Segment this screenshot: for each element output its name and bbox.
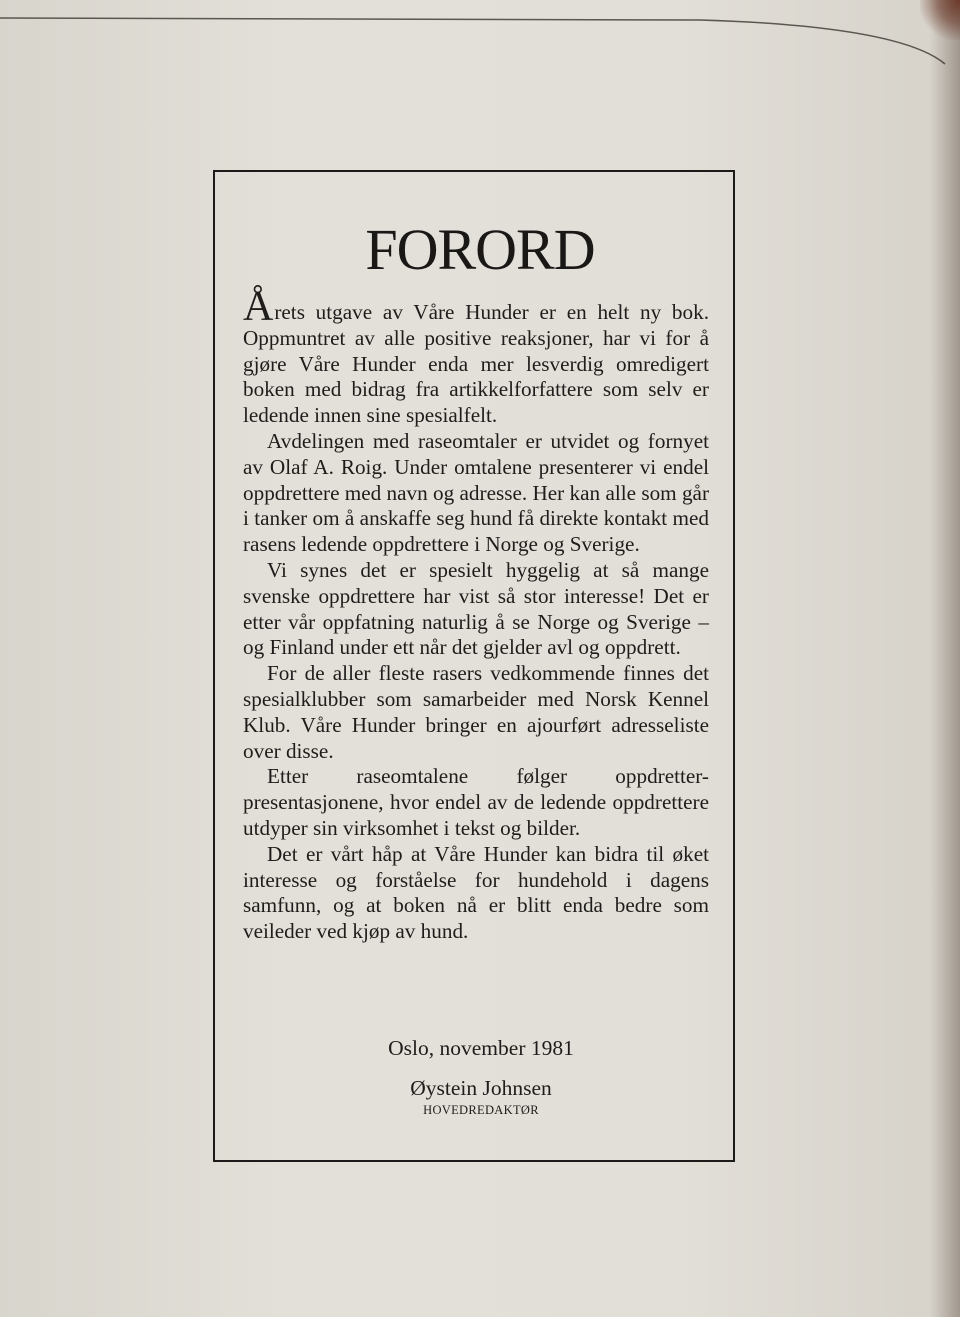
paragraph: Det er vårt håp at Våre Hunder kan bidra til øket interesse og forståelse for hundehold i dagens samfunn, og at boken nå er blitt enda bedre som veileder ved kjøp av hund. (243, 841, 709, 944)
author-role: HOVEDREDAKTØR (423, 1103, 539, 1117)
page-title: FORORD (365, 217, 595, 282)
place-date: Oslo, november 1981 (388, 1036, 574, 1060)
paragraph-text: rets utgave av Våre Hunder er en helt ny bok. Oppmuntret av alle positive reaksjoner, har vi for å gjøre Våre Hunder enda mer lesverdig omredigert boken med bidrag fra artikkelforfattere som selv er ledende innen sine spesialfelt. (243, 300, 709, 428)
foreword-body (243, 284, 709, 945)
page-shadow (930, 0, 960, 1317)
table-corner (920, 0, 960, 40)
paragraph: Etter raseomtalene følger oppdretter-presentasjonene, hvor endel av de ledende oppdrettere utdyper sin virksomhet i tekst og bilder. (243, 764, 709, 840)
paragraph (243, 284, 709, 429)
page-top-edge (0, 14, 960, 74)
author-name: Øystein Johnsen (410, 1076, 552, 1100)
paragraph: Avdelingen med raseomtaler er utvidet og fornyet av Olaf A. Roig. Under omtalene presenterer vi endel oppdrettere med navn og adresse. Her kan alle som går i tanker om å anskaffe seg hund få direkte kontakt med rasens ledende oppdrettere i Norge og Sverige. (243, 428, 709, 557)
paragraph: Vi synes det er spesielt hyggelig at så mange svenske oppdrettere har vist så stor interesse! Det er etter vår oppfatning naturlig å se Norge og Sverige – og Finland under ett når det gjelder avl og oppdrett. (243, 557, 709, 660)
paragraph: For de aller fleste rasers vedkommende finnes det spesialklubber som samarbeider med Norsk Kennel Klub. Våre Hunder bringer en ajourført adresseliste over disse. (243, 661, 709, 763)
drop-cap: Å (243, 284, 274, 330)
